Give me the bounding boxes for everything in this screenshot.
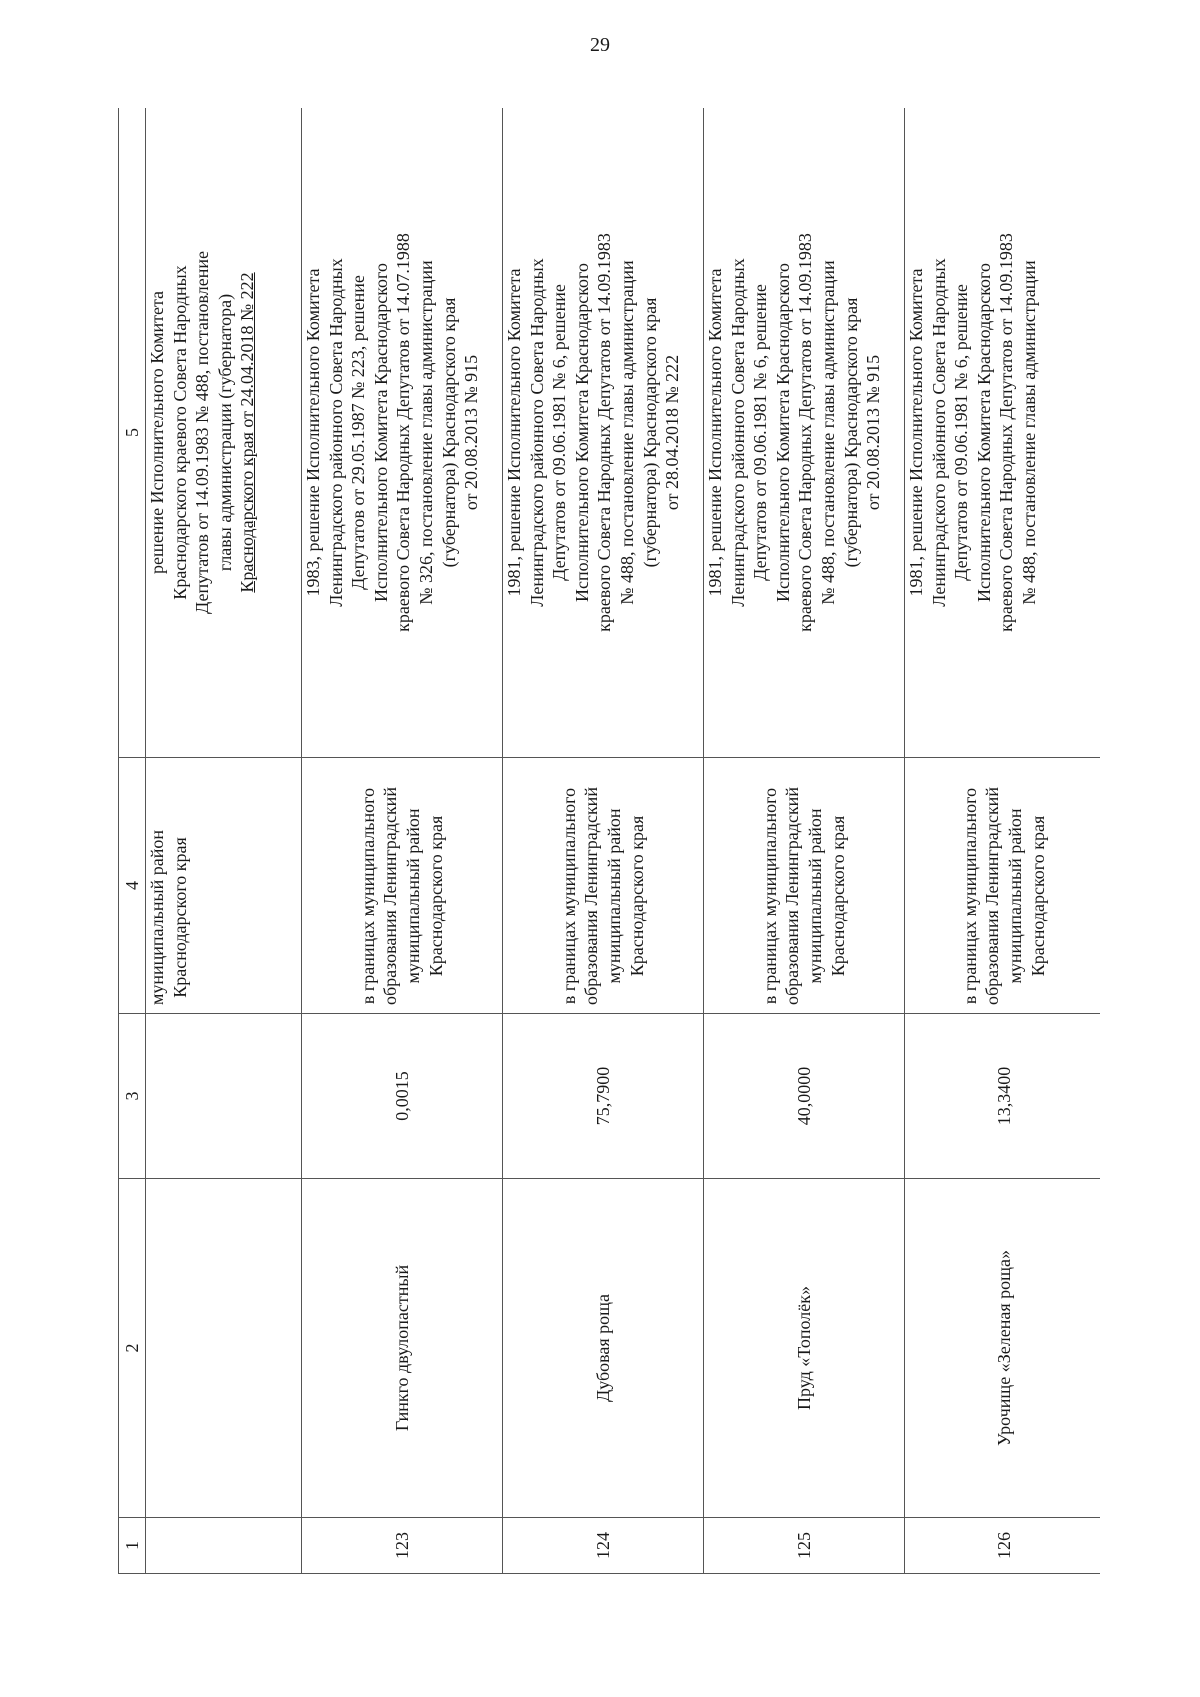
- basis-line: Краснодарского краевого Совета Народных: [169, 265, 190, 600]
- row-name-cell: Дубовая роща: [503, 1179, 704, 1518]
- row-area-cell: [146, 1014, 302, 1179]
- row-area-cell: 40,0000: [704, 1014, 905, 1179]
- row-number-cell: 125: [704, 1518, 905, 1574]
- row-number-cell: 124: [503, 1518, 704, 1574]
- table-header-row: [119, 108, 146, 1574]
- page-number: 29: [590, 34, 610, 56]
- basis-line: № 488, постановление главы администрации: [616, 260, 637, 605]
- row-area-cell: 13,3400: [905, 1014, 1101, 1179]
- basis-line: Ленинградского районного Совета Народных: [727, 258, 748, 607]
- basis-line: Исполнительного Комитета Краснодарского: [370, 263, 391, 602]
- row-name-cell: Пруд «Тополёк»: [704, 1179, 905, 1518]
- row-location-cell: [905, 758, 1101, 1014]
- row-location-cell: [704, 758, 905, 1014]
- basis-line: решение Исполнительного Комитета: [147, 290, 167, 575]
- table-row: [302, 108, 503, 1574]
- protected-areas-table: [118, 108, 1100, 1574]
- table-row: [905, 108, 1101, 1574]
- basis-line: (губернатора) Краснодарского края: [840, 297, 861, 568]
- basis-line: Депутатов от 14.09.1983 № 488, постановление: [192, 251, 213, 614]
- basis-line: Исполнительного Комитета Краснодарского: [571, 263, 592, 602]
- row-location-cell: [302, 758, 503, 1014]
- column-header-basis: 5: [119, 108, 146, 758]
- location-line: образования Ленинградский: [982, 787, 1003, 1005]
- row-name-cell: Гинкго двулопастный: [302, 1179, 503, 1518]
- row-area-cell: 75,7900: [503, 1014, 704, 1179]
- location-line: образования Ленинградский: [581, 787, 602, 1005]
- basis-line: Исполнительного Комитета Краснодарского: [973, 263, 994, 602]
- location-line: в границах муниципального: [759, 787, 780, 1005]
- basis-line: Депутатов от 09.06.1981 № 6, решение: [750, 284, 771, 581]
- location-line: муниципальный район: [147, 829, 167, 1005]
- column-header-area: 3: [119, 1014, 146, 1179]
- table-row: [503, 108, 704, 1574]
- basis-line: краевого Совета Народных Депутатов от 14.09.1983: [795, 233, 816, 632]
- basis-line: (губернатора) Краснодарского края: [438, 297, 459, 568]
- location-line: муниципальный район: [1005, 808, 1025, 984]
- basis-line: от 20.08.2013 № 915: [461, 354, 482, 511]
- location-line: в границах муниципального: [558, 787, 579, 1005]
- basis-line: Краснодарского края от 24.04.2018 № 222: [237, 272, 258, 593]
- basis-line: Ленинградского районного Совета Народных: [526, 258, 547, 607]
- column-header-name: 2: [119, 1179, 146, 1518]
- row-number-cell: 123: [302, 1518, 503, 1574]
- row-basis-cell: [302, 108, 503, 758]
- basis-line: Депутатов от 09.06.1981 № 6, решение: [549, 284, 570, 581]
- row-name-cell: Урочище «Зеленая роща»: [905, 1179, 1101, 1518]
- basis-line: краевого Совета Народных Депутатов от 14.09.1983: [996, 233, 1017, 632]
- basis-line: Депутатов от 09.06.1981 № 6, решение: [951, 284, 972, 581]
- basis-line: 1981, решение Исполнительного Комитета: [504, 268, 524, 597]
- basis-line: от 28.04.2018 № 222: [662, 354, 683, 511]
- basis-line: 1983, решение Исполнительного Комитета: [303, 268, 323, 597]
- location-line: муниципальный район: [604, 808, 624, 984]
- row-basis-cell: [503, 108, 704, 758]
- registry-table-container: [118, 108, 1100, 1574]
- location-line: образования Ленинградский: [782, 787, 803, 1005]
- location-line: Краснодарского края: [626, 815, 647, 977]
- row-basis-cell: [905, 108, 1101, 758]
- location-line: Краснодарского края: [169, 837, 190, 998]
- table-row: [146, 108, 302, 1574]
- table-row: [704, 108, 905, 1574]
- location-line: Краснодарского края: [1027, 815, 1048, 977]
- row-basis-cell: [146, 108, 302, 758]
- basis-line: краевого Совета Народных Депутатов от 14.07.1988: [393, 233, 414, 632]
- location-line: Краснодарского края: [425, 815, 446, 977]
- column-header-number: 1: [119, 1518, 146, 1574]
- location-line: Краснодарского края: [827, 815, 848, 977]
- basis-line: от 20.08.2013 № 915: [863, 354, 884, 511]
- row-location-cell: [503, 758, 704, 1014]
- basis-line: Исполнительного Комитета Краснодарского: [772, 263, 793, 602]
- basis-line: Ленинградского районного Совета Народных: [325, 258, 346, 607]
- rotated-table-frame: [118, 108, 1100, 1574]
- basis-line: 1981, решение Исполнительного Комитета: [705, 268, 725, 597]
- location-line: в границах муниципального: [357, 787, 378, 1005]
- row-basis-cell: [704, 108, 905, 758]
- basis-line: главы администрации (губернатора): [214, 293, 235, 572]
- basis-line: Ленинградского районного Совета Народных: [928, 258, 949, 607]
- location-line: в границах муниципального: [959, 787, 980, 1005]
- basis-line: № 488, постановление главы администрации: [1018, 260, 1039, 605]
- basis-line: № 326, постановление главы администрации: [415, 260, 436, 605]
- basis-line: Депутатов от 29.05.1987 № 223, решение: [348, 275, 369, 590]
- column-header-location: 4: [119, 758, 146, 1014]
- location-line: муниципальный район: [403, 808, 423, 984]
- location-line: образования Ленинградский: [380, 787, 401, 1005]
- basis-line: краевого Совета Народных Депутатов от 14.09.1983: [594, 233, 615, 632]
- basis-line: № 488, постановление главы администрации: [817, 260, 838, 605]
- row-location-cell: [146, 758, 302, 1014]
- row-name-cell: [146, 1179, 302, 1518]
- row-area-cell: 0,0015: [302, 1014, 503, 1179]
- row-number-cell: 126: [905, 1518, 1101, 1574]
- location-line: муниципальный район: [805, 808, 825, 984]
- basis-line: (губернатора) Краснодарского края: [639, 297, 660, 568]
- row-number-cell: [146, 1518, 302, 1574]
- basis-line: 1981, решение Исполнительного Комитета: [906, 268, 926, 597]
